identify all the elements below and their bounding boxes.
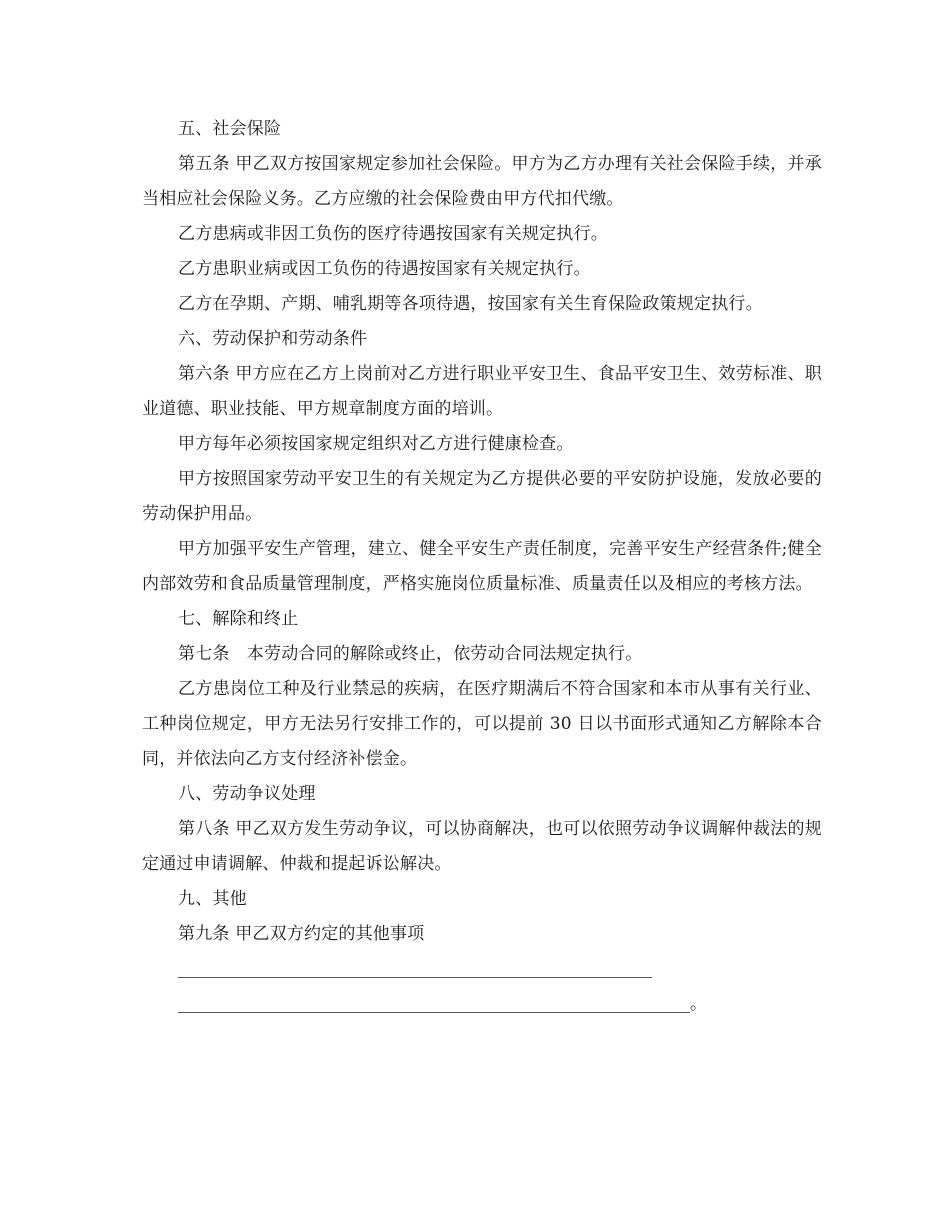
article-6-paragraph: 第六条 甲方应在乙方上岗前对乙方进行职业平安卫生、食品平安卫生、效劳标准、职业道德、职业技能、甲方规章制度方面的培训。 [142, 364, 822, 419]
fill-in-line-1[interactable] [178, 952, 822, 987]
article-5-paragraph: 第五条 甲乙双方按国家规定参加社会保险。甲方为乙方办理有关社会保险手续，并承当相应社会保险义务。乙方应缴的社会保险费由甲方代扣代缴。 [142, 154, 822, 209]
occupational-disease-termination-paragraph: 乙方患岗位工种及行业禁忌的疾病，在医疗期满后不符合国家和本市从事有关行业、工种岗位规定，甲方无法另行安排工作的，可以提前 30 日以书面形式通知乙方解除本合同，并依法向乙方支付经济补偿金。 [142, 679, 822, 769]
section-heading-termination: 七、解除和终止 [178, 609, 299, 629]
article-7-paragraph: 第七条 本劳动合同的解除或终止，依劳动合同法规定执行。 [178, 644, 643, 664]
section-heading-social-insurance: 五、社会保险 [178, 119, 282, 139]
underline-rule [178, 977, 652, 978]
contract-body [142, 112, 822, 1022]
occupational-injury-paragraph: 乙方患职业病或因工负伤的待遇按国家有关规定执行。 [178, 259, 591, 279]
section-heading-labor-protection: 六、劳动保护和劳动条件 [178, 329, 368, 349]
protective-equipment-paragraph: 甲方按照国家劳动平安卫生的有关规定为乙方提供必要的平安防护设施，发放必要的劳动保护用品。 [142, 469, 822, 524]
fill-in-line-2[interactable] [178, 987, 822, 1022]
article-9-paragraph: 第九条 甲乙双方约定的其他事项 [178, 924, 425, 944]
maternity-paragraph: 乙方在孕期、产期、哺乳期等各项待遇，按国家有关生育保险政策规定执行。 [178, 294, 763, 314]
section-heading-dispute: 八、劳动争议处理 [178, 784, 316, 804]
safety-management-paragraph: 甲方加强平安生产管理，建立、健全平安生产责任制度，完善平安生产经营条件;健全内部效劳和食品质量管理制度，严格实施岗位质量标准、质量责任以及相应的考核方法。 [142, 539, 822, 594]
underline-rule [178, 1012, 690, 1013]
end-period: 。 [690, 994, 707, 1014]
sick-leave-paragraph: 乙方患病或非因工负伤的医疗待遇按国家有关规定执行。 [178, 224, 608, 244]
article-8-paragraph: 第八条 甲乙双方发生劳动争议，可以协商解决，也可以依照劳动争议调解仲裁法的规定通过申请调解、仲裁和提起诉讼解决。 [142, 819, 822, 874]
section-heading-other: 九、其他 [178, 889, 247, 909]
health-check-paragraph: 甲方每年必须按国家规定组织对乙方进行健康检查。 [178, 434, 574, 454]
